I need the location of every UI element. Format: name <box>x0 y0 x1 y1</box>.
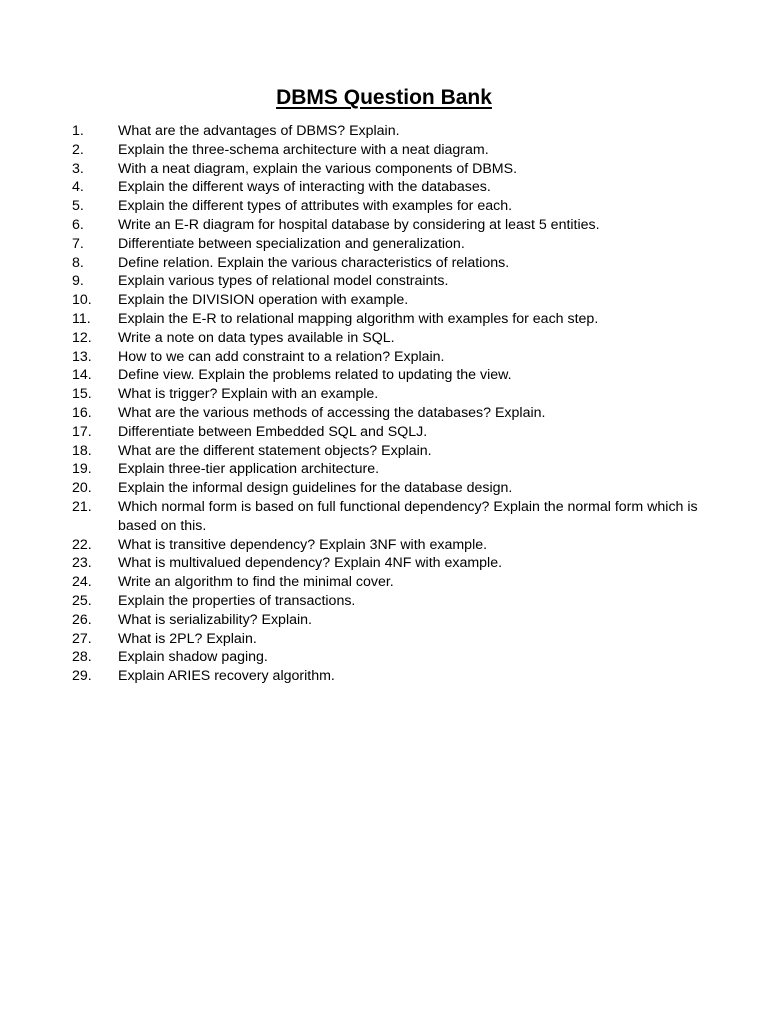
question-text: What is trigger? Explain with an example. <box>118 386 379 403</box>
question-number: 13. <box>72 348 92 365</box>
question-number: 11. <box>72 310 91 327</box>
question-text: Explain three-tier application architecture. <box>118 461 380 478</box>
question-text: Explain the properties of transactions. <box>118 592 356 609</box>
question-number: 20. <box>72 480 92 497</box>
question-number: 29. <box>72 668 92 685</box>
list-item <box>72 122 732 141</box>
question-text: Explain the three-schema architecture with a neat diagram. <box>118 141 489 158</box>
list-item <box>72 216 732 235</box>
list-item <box>72 479 732 498</box>
question-number: 25. <box>72 592 92 609</box>
list-item <box>72 442 732 461</box>
question-number: 5. <box>72 198 84 215</box>
list-item <box>72 630 732 649</box>
question-number: 17. <box>72 423 92 440</box>
question-number: 10. <box>72 292 92 309</box>
question-text: Explain various types of relational model constraints. <box>118 273 449 290</box>
question-text: What are the different statement objects? Explain. <box>118 442 432 459</box>
question-text: What is 2PL? Explain. <box>118 630 257 647</box>
list-item <box>72 235 732 254</box>
question-number: 23. <box>72 555 92 572</box>
list-item <box>72 385 732 404</box>
question-number: 19. <box>72 461 92 478</box>
list-item <box>72 536 732 555</box>
list-item <box>72 254 732 273</box>
list-item <box>72 366 732 385</box>
question-text: Explain the different types of attributes with examples for each. <box>118 198 513 215</box>
list-item <box>72 348 732 367</box>
question-text: Explain the DIVISION operation with example. <box>118 292 409 309</box>
list-item <box>72 141 732 160</box>
question-number: 12. <box>72 329 92 346</box>
question-text: Differentiate between Embedded SQL and SQLJ. <box>118 423 428 440</box>
question-number: 2. <box>72 141 84 158</box>
list-item <box>72 554 732 573</box>
list-item <box>72 573 732 592</box>
question-number: 9. <box>72 273 84 290</box>
question-number: 1. <box>72 123 84 139</box>
list-item <box>72 310 732 329</box>
question-number: 4. <box>72 179 84 196</box>
list-item <box>72 197 732 216</box>
question-text: Which normal form is based on full functional dependency? Explain the normal form which is based on this. <box>118 498 698 534</box>
question-number: 21. <box>72 498 92 515</box>
question-text: Explain ARIES recovery algorithm. <box>118 668 335 685</box>
question-number: 8. <box>72 254 84 271</box>
question-text: What is multivalued dependency? Explain 4NF with example. <box>118 555 503 572</box>
question-number: 28. <box>72 649 92 666</box>
question-number: 24. <box>72 574 92 591</box>
question-number: 16. <box>72 404 92 421</box>
list-item <box>72 460 732 479</box>
question-number: 15. <box>72 386 92 403</box>
question-number: 22. <box>72 536 92 553</box>
question-text: Differentiate between specialization and generalization. <box>118 235 465 252</box>
question-text: Explain shadow paging. <box>118 649 268 666</box>
question-number: 14. <box>72 367 92 384</box>
question-list <box>72 122 732 686</box>
question-number: 7. <box>72 235 84 252</box>
page-title: DBMS Question Bank <box>276 86 492 109</box>
list-item <box>72 404 732 423</box>
question-number: 18. <box>72 442 92 459</box>
question-number: 26. <box>72 611 92 628</box>
list-item <box>72 329 732 348</box>
question-text: What are the various methods of accessing the databases? Explain. <box>118 404 546 421</box>
question-number: 27. <box>72 630 92 647</box>
list-item <box>72 423 732 442</box>
question-text: What is serializability? Explain. <box>118 611 312 628</box>
list-item <box>72 648 732 667</box>
list-item <box>72 160 732 179</box>
question-text: With a neat diagram, explain the various components of DBMS. <box>118 160 518 177</box>
list-item <box>72 667 732 686</box>
question-text: Explain the E-R to relational mapping algorithm with examples for each step. <box>118 310 599 327</box>
list-item <box>72 592 732 611</box>
list-item <box>72 178 732 197</box>
question-text: How to we can add constraint to a relation? Explain. <box>118 348 445 365</box>
question-text: Write a note on data types available in SQL. <box>118 329 395 346</box>
question-text: What are the advantages of DBMS? Explain. <box>118 123 400 139</box>
question-text: Explain the informal design guidelines for the database design. <box>118 480 513 497</box>
list-item <box>72 498 732 536</box>
question-text: Write an E-R diagram for hospital database by considering at least 5 entities. <box>118 216 600 233</box>
question-text: Define view. Explain the problems related to updating the view. <box>118 367 512 384</box>
question-text: Define relation. Explain the various characteristics of relations. <box>118 254 510 271</box>
question-text: What is transitive dependency? Explain 3NF with example. <box>118 536 488 553</box>
list-item <box>72 291 732 310</box>
question-number: 3. <box>72 160 84 177</box>
question-text: Explain the different ways of interacting with the databases. <box>118 179 491 196</box>
question-text: Write an algorithm to find the minimal cover. <box>118 574 394 591</box>
list-item <box>72 611 732 630</box>
list-item <box>72 272 732 291</box>
question-number: 6. <box>72 216 84 233</box>
